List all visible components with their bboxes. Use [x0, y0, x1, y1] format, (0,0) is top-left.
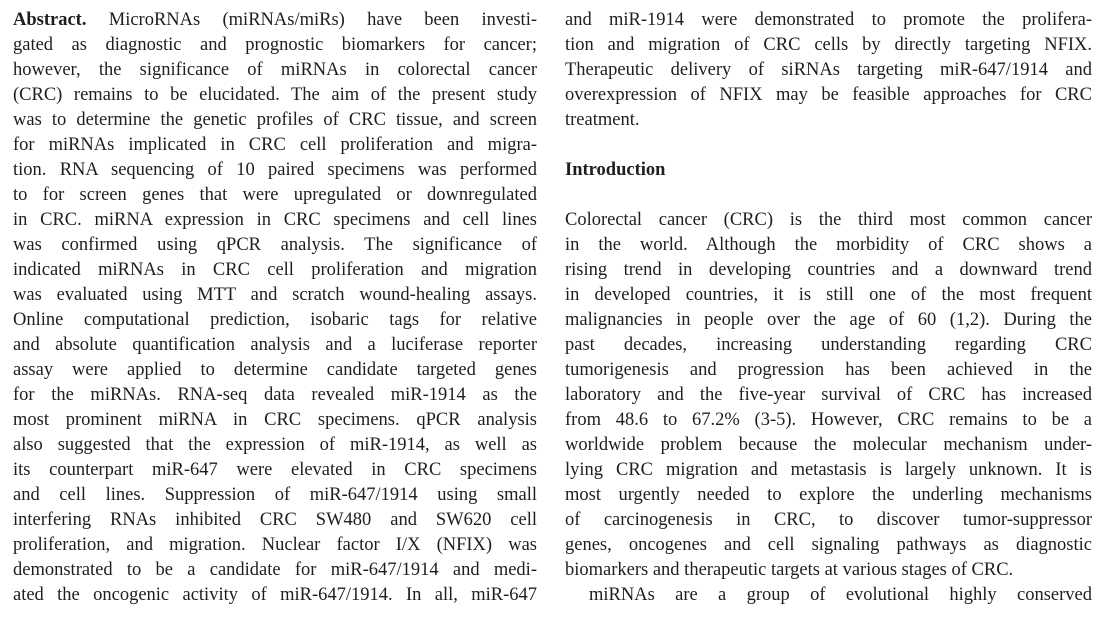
text-line: miRNAs are a group of evolutional highly conserved [589, 585, 1092, 605]
text-line: Abstract. MicroRNAs (miRNAs/miRs) have been investi- [13, 10, 537, 30]
text-line: however, the significance of miRNAs in colorectal cancer [13, 60, 537, 80]
text-line: was to determine the genetic profiles of CRC tissue, and screen [13, 110, 537, 130]
text-line: and absolute quantification analysis and a luciferase reporter [13, 335, 537, 355]
blank-line [565, 133, 1092, 158]
text-line: malignancies in people over the age of 60 (1,2). During the [565, 310, 1092, 330]
right-column [565, 8, 1092, 608]
text-line: its counterpart miR-647 were elevated in CRC specimens [13, 460, 537, 480]
text-line: past decades, increasing understanding regarding CRC [565, 335, 1092, 355]
text-line: also suggested that the expression of miR-1914, as well as [13, 435, 537, 455]
text-line: (CRC) remains to be elucidated. The aim of the present study [13, 85, 537, 105]
text-line: most urgently needed to explore the underling mechanisms [565, 485, 1092, 505]
text-line: was evaluated using MTT and scratch wound-healing assays. [13, 285, 537, 305]
text-line: interfering RNAs inhibited CRC SW480 and SW620 cell [13, 510, 537, 530]
text-line: was confirmed using qPCR analysis. The significance of [13, 235, 537, 255]
text-line: and miR-1914 were demonstrated to promote the prolifera- [565, 10, 1092, 30]
text-line: Colorectal cancer (CRC) is the third most common cancer [565, 210, 1092, 230]
text-line: and cell lines. Suppression of miR-647/1914 using small [13, 485, 537, 505]
text-line: Online computational prediction, isobaric tags for relative [13, 310, 537, 330]
abstract-continuation [565, 8, 1092, 133]
text-line: tion and migration of CRC cells by directly targeting NFIX. [565, 35, 1092, 55]
text-line: treatment. [565, 110, 640, 130]
text-line: biomarkers and therapeutic targets at various stages of CRC. [565, 560, 1014, 580]
text-line: tion. RNA sequencing of 10 paired specimens was performed [13, 160, 537, 180]
text-line: demonstrated to be a candidate for miR-647/1914 and medi- [13, 560, 537, 580]
text-line: rising trend in developing countries and a downward trend [565, 260, 1092, 280]
text-line: gated as diagnostic and prognostic biomarkers for cancer; [13, 35, 537, 55]
blank-line [565, 183, 1092, 208]
text-line: to for screen genes that were upregulated or downregulated [13, 185, 537, 205]
text-line: indicated miRNAs in CRC cell proliferation and migration [13, 260, 537, 280]
abstract-lead-label: Abstract. [13, 10, 87, 30]
text-line: for miRNAs implicated in CRC cell proliferation and migra- [13, 135, 537, 155]
text-line: in developed countries, it is still one of the most frequent [565, 285, 1092, 305]
text-line: proliferation, and migration. Nuclear factor I/X (NFIX) was [13, 535, 537, 555]
text-line: overexpression of NFIX may be feasible approaches for CRC [565, 85, 1092, 105]
text-line: in the world. Although the morbidity of CRC shows a [565, 235, 1092, 255]
introduction-heading: Introduction [565, 160, 666, 180]
text-line: in CRC. miRNA expression in CRC specimens and cell lines [13, 210, 537, 230]
text-line: laboratory and the five-year survival of CRC has increased [565, 385, 1092, 405]
text-line: lying CRC migration and metastasis is largely unknown. It is [565, 460, 1092, 480]
text-line: tumorigenesis and progression has been achieved in the [565, 360, 1092, 380]
abstract-column [13, 8, 537, 608]
text-line: assay were applied to determine candidate targeted genes [13, 360, 537, 380]
text-line: from 48.6 to 67.2% (3-5). However, CRC remains to be a [565, 410, 1092, 430]
text-line: worldwide problem because the molecular mechanism under- [565, 435, 1092, 455]
text-line: Therapeutic delivery of siRNAs targeting miR-647/1914 and [565, 60, 1092, 80]
text-line: of carcinogenesis in CRC, to discover tumor-suppressor [565, 510, 1092, 530]
text-line: most prominent miRNA in CRC specimens. qPCR analysis [13, 410, 537, 430]
text-line: for the miRNAs. RNA-seq data revealed miR-1914 as the [13, 385, 537, 405]
introduction-body [565, 208, 1092, 608]
text-line: genes, oncogenes and cell signaling pathways as diagnostic [565, 535, 1092, 555]
text-line: ated the oncogenic activity of miR-647/1914. In all, miR-647 [13, 585, 537, 605]
